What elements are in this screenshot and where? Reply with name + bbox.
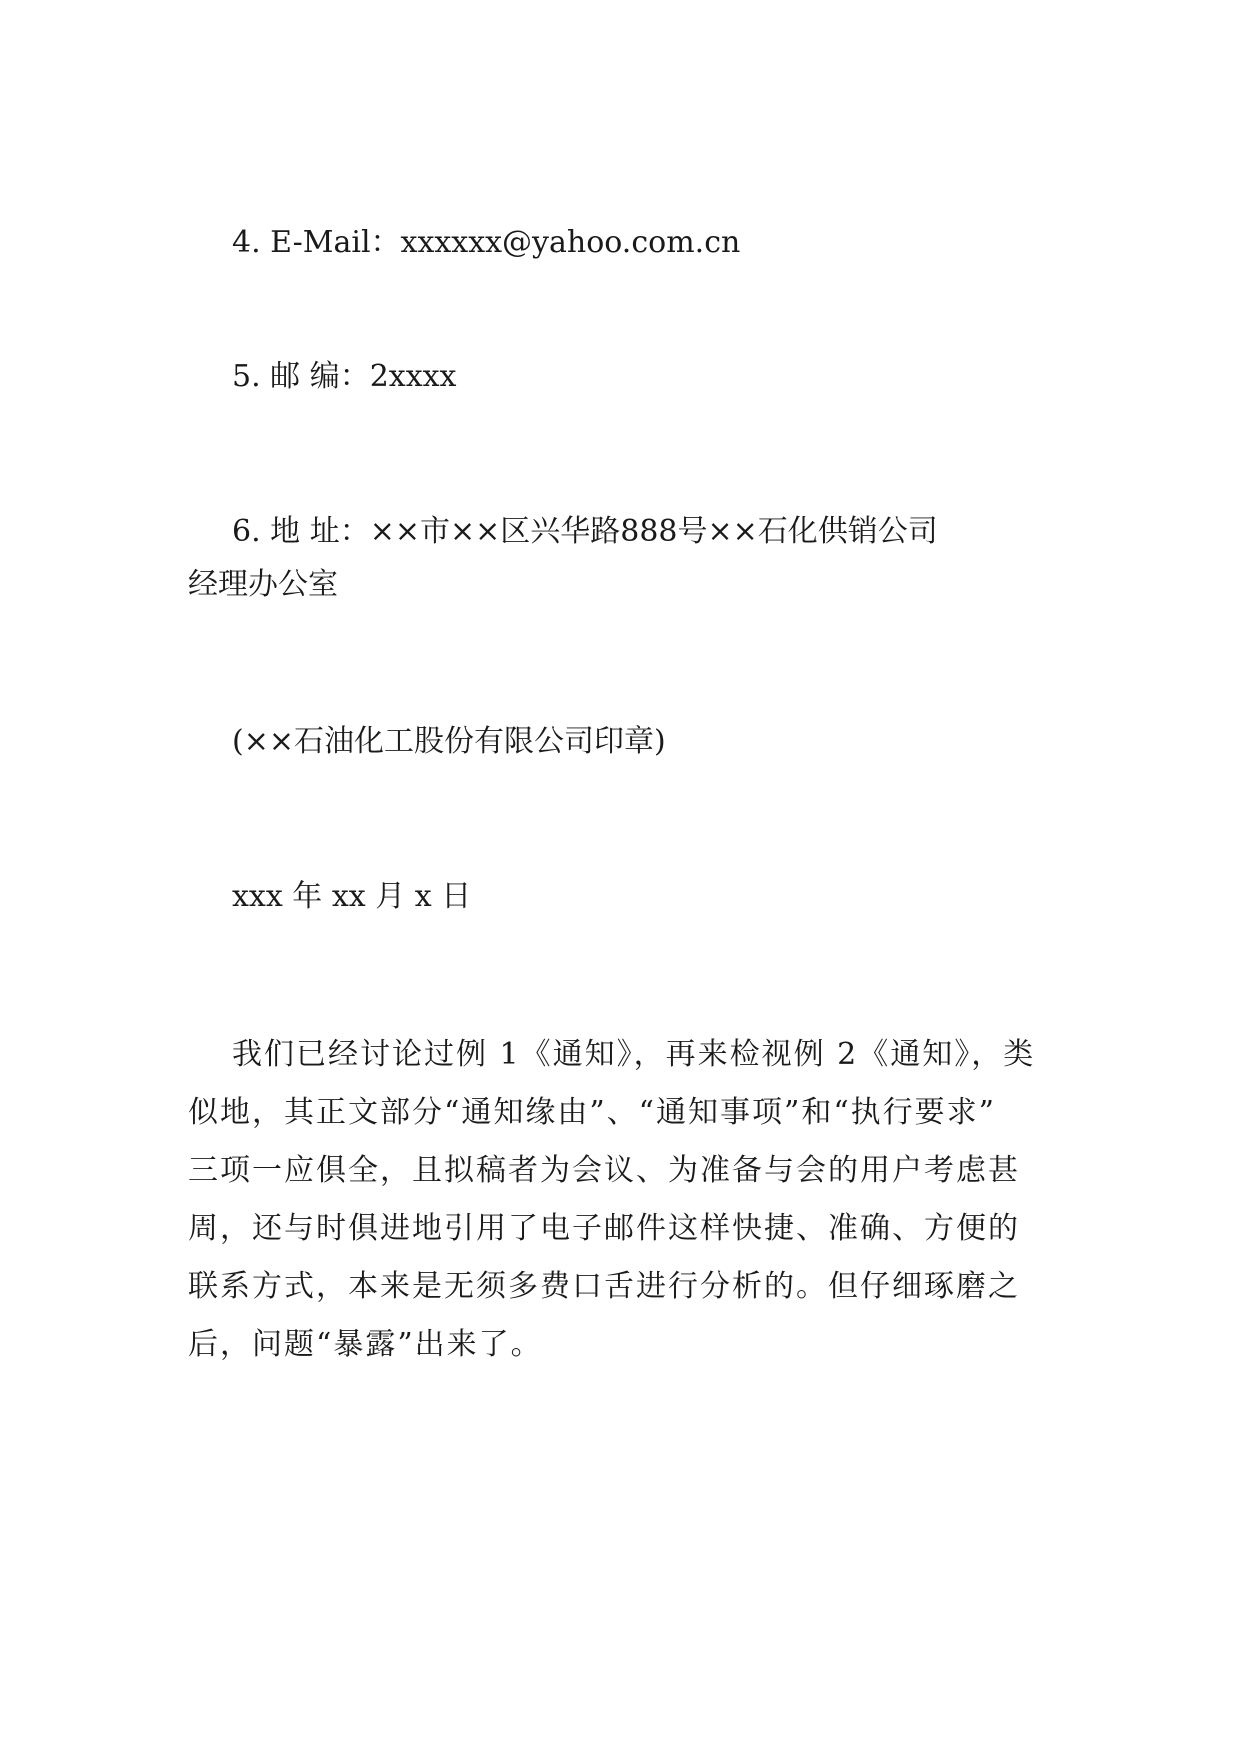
paragraph-line: 联系方式，本来是无须多费口舌进行分析的。但仔细琢磨之 [188,1269,1020,1304]
email-line: 4. E-Mail：xxxxxx@yahoo.com.cn [232,225,741,260]
paragraph-line: 后，问题“暴露”出来了。 [188,1327,543,1362]
address-line-1: 6. 地 址：××市××区兴华路888号××石化供销公司 [232,514,938,549]
paragraph-line: 周，还与时俱进地引用了电子邮件这样快捷、准确、方便的 [188,1211,1020,1246]
date-line: xxx 年 xx 月 x 日 [232,879,472,914]
paragraph-line: 似地，其正文部分“通知缘由”、“通知事项”和“执行要求” [188,1095,997,1130]
paragraph-line: 三项一应俱全，且拟稿者为会议、为准备与会的用户考虑甚 [188,1153,1020,1188]
postcode-line: 5. 邮 编：2xxxx [232,359,457,394]
seal-text: (××石油化工股份有限公司印章) [232,724,666,759]
address-line-2: 经理办公室 [188,567,338,602]
body-paragraph [188,1026,1060,1374]
paragraph-line: 我们已经讨论过例 1《通知》，再来检视例 2《通知》，类 [232,1037,1036,1072]
